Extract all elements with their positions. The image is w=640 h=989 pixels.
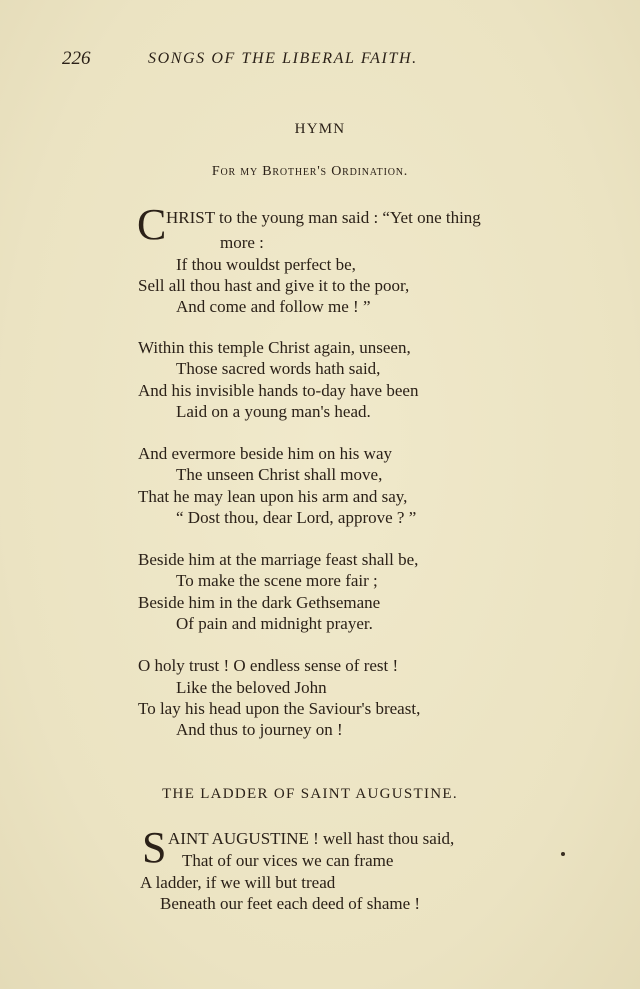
poem-line: HRIST to the young man said : “Yet one thing xyxy=(166,208,481,227)
drop-cap-initial: S xyxy=(142,823,167,872)
drop-cap-initial: C xyxy=(137,200,167,249)
hymn-title: HYMN xyxy=(294,121,346,137)
poem-line: To lay his head upon the Saviour's breast, xyxy=(138,699,421,718)
hymn-dedication: For my Brother's Ordination. xyxy=(211,164,409,179)
poem-line: The unseen Christ shall move, xyxy=(176,465,383,484)
poem-line: That he may lean upon his arm and say, xyxy=(138,487,408,506)
poem-line: Beside him at the marriage feast shall be, xyxy=(138,550,419,569)
poem-line: To make the scene more fair ; xyxy=(176,571,378,590)
poem-line: Beneath our feet each deed of shame ! xyxy=(160,894,421,913)
poem-line: Within this temple Christ again, unseen, xyxy=(138,338,411,357)
poem-line: O holy trust ! O endless sense of rest ! xyxy=(138,656,399,675)
running-header xyxy=(62,48,482,74)
poem-line: If thou wouldst perfect be, xyxy=(176,255,356,274)
ladder-title: THE LADDER OF SAINT AUGUSTINE. xyxy=(162,786,458,802)
poem-line: Sell all thou hast and give it to the poor, xyxy=(138,276,410,295)
poem-line: And evermore beside him on his way xyxy=(138,444,392,463)
poem-line: And his invisible hands to-day have been xyxy=(138,381,419,400)
page-number: 226 xyxy=(62,48,91,69)
running-title: SONGS OF THE LIBERAL FAITH. xyxy=(148,50,418,67)
poem-line: And thus to journey on ! xyxy=(176,720,343,739)
poem-line: Like the beloved John xyxy=(176,678,327,697)
poem-line: Those sacred words hath said, xyxy=(176,359,381,378)
poem-line: more : xyxy=(220,233,264,252)
poem-line: And come and follow me ! ” xyxy=(176,297,371,316)
poem-line: Laid on a young man's head. xyxy=(176,402,371,421)
poem-line: “ Dost thou, dear Lord, approve ? ” xyxy=(176,508,417,527)
poem-line: Beside him in the dark Gethsemane xyxy=(138,593,381,612)
poem-line: That of our vices we can frame xyxy=(182,851,394,870)
poem-line: Of pain and midnight prayer. xyxy=(176,614,373,633)
poem-line: AINT AUGUSTINE ! well hast thou said, xyxy=(168,829,455,848)
ink-speck xyxy=(561,852,565,856)
poem-line: A ladder, if we will but tread xyxy=(140,873,336,892)
